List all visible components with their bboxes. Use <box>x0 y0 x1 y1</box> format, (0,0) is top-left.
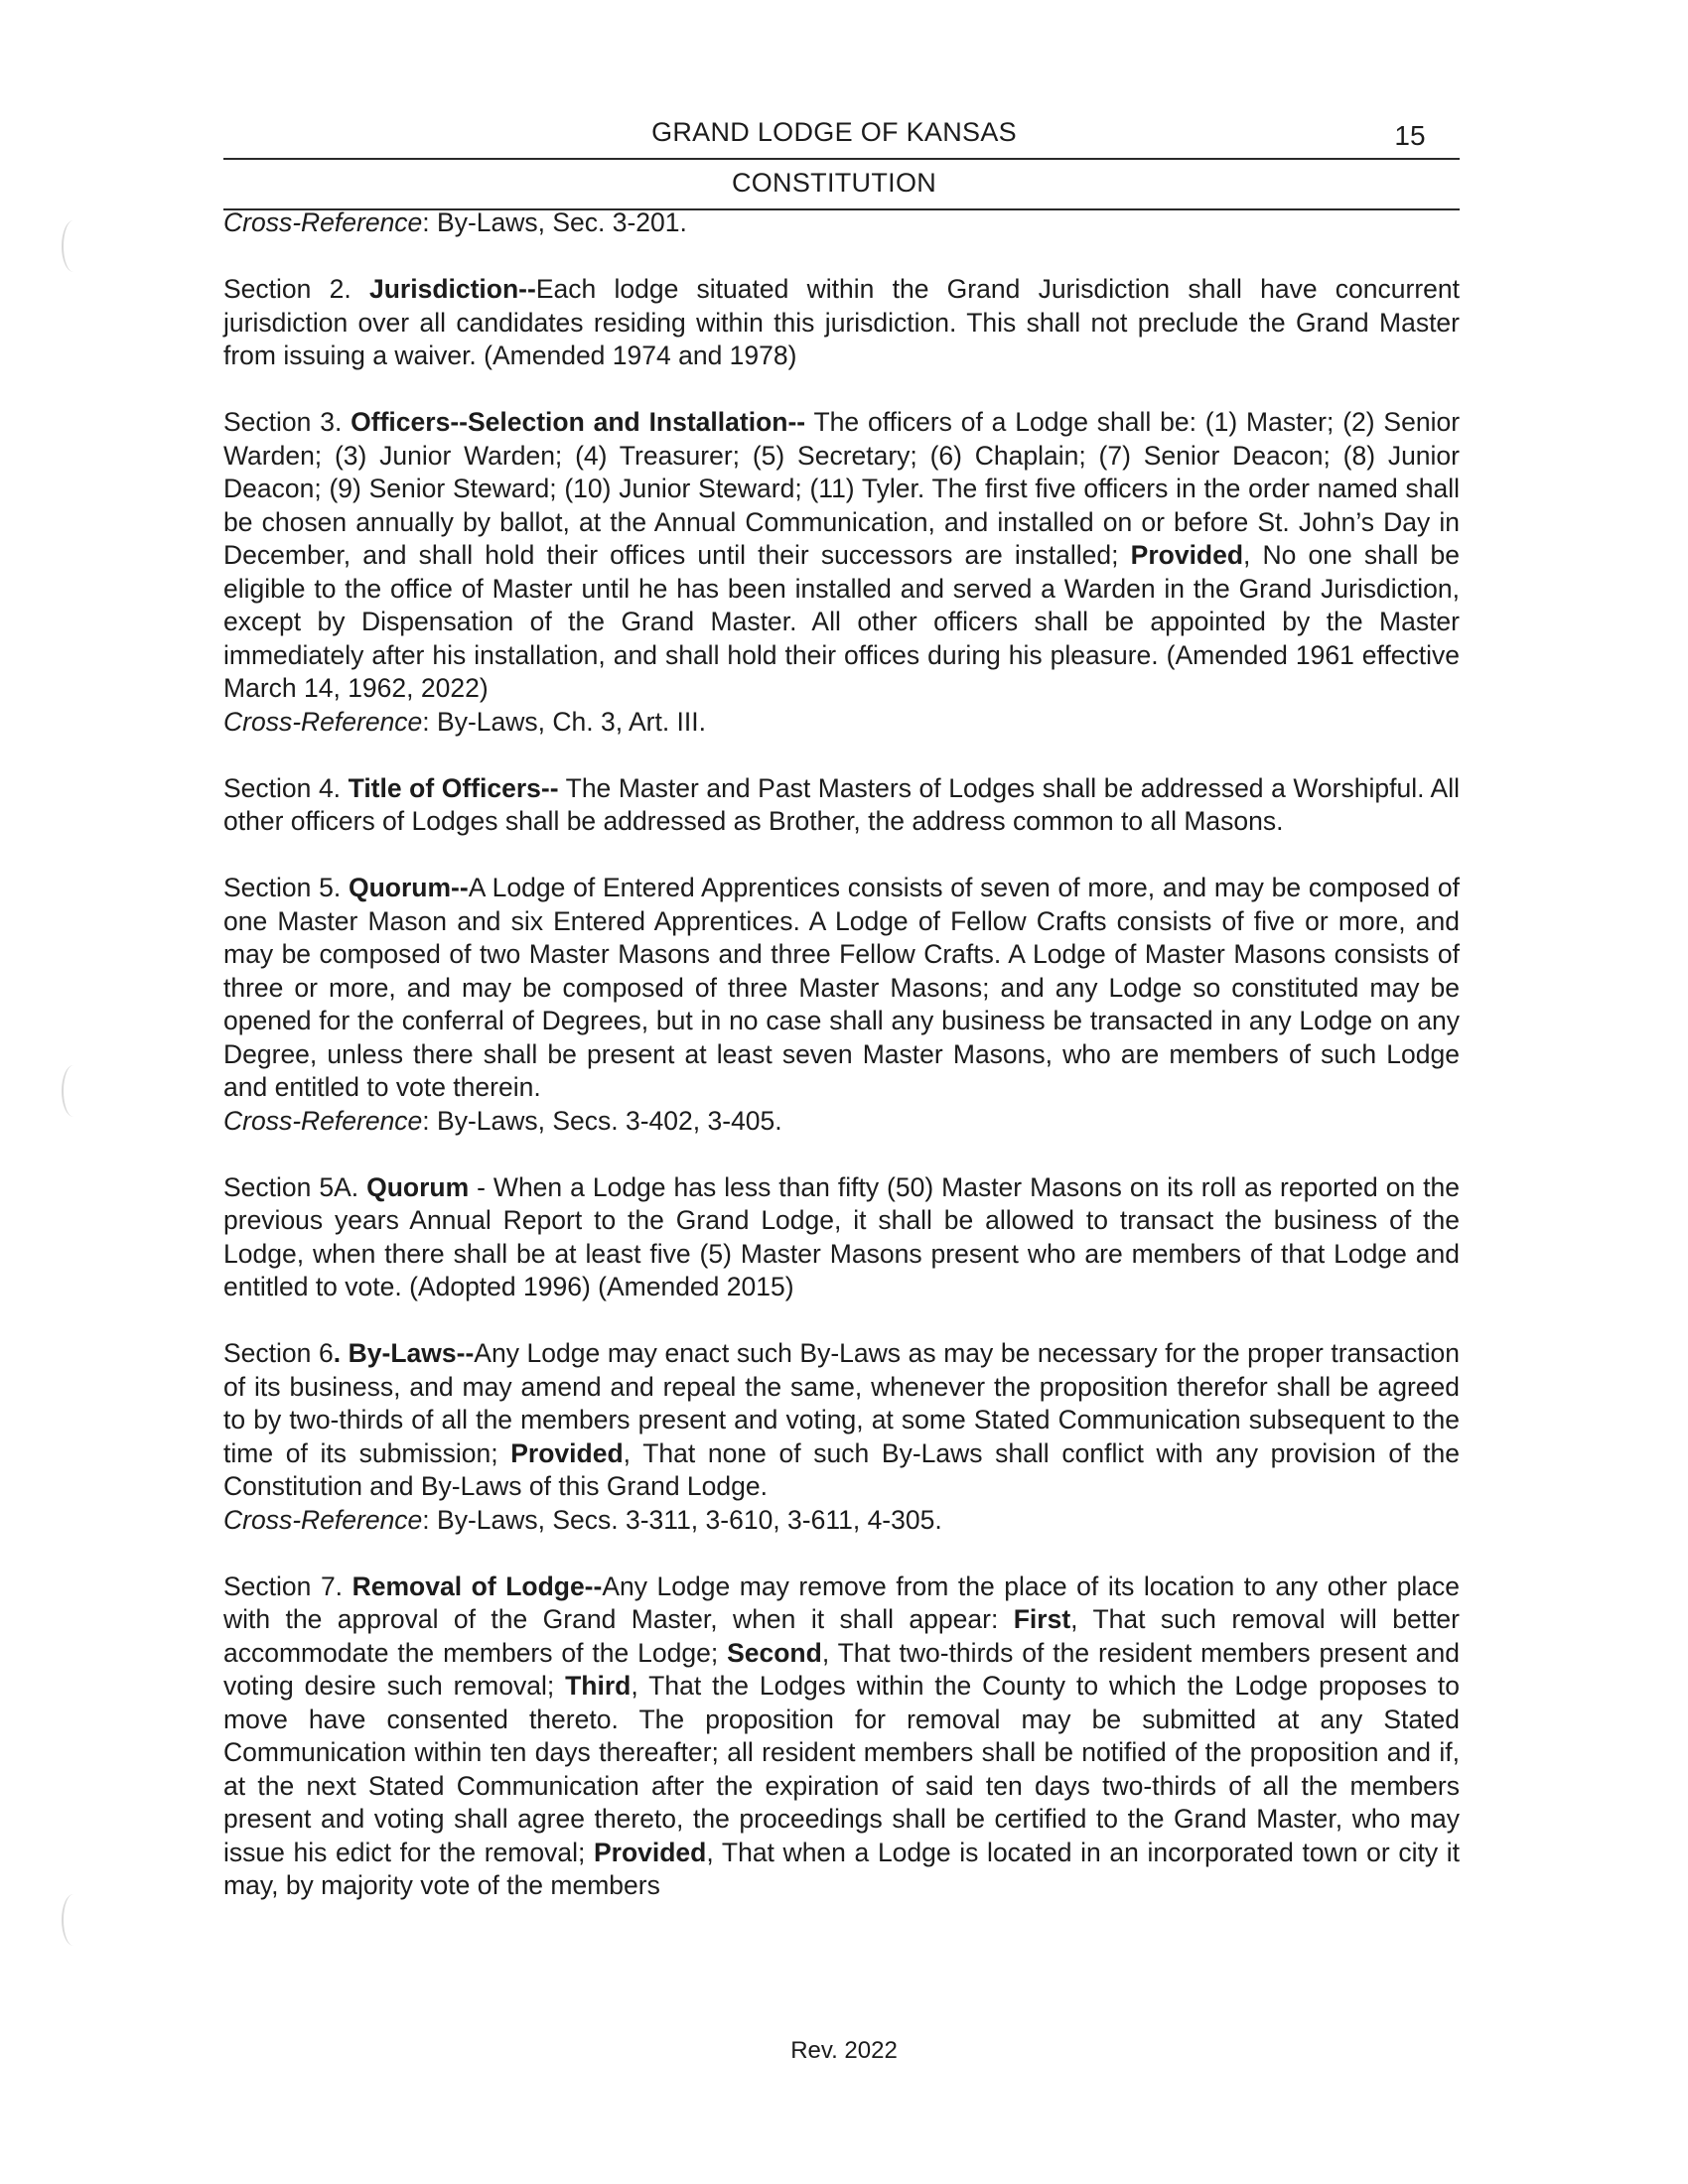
section-2 <box>223 273 1460 373</box>
cross-reference-label: Cross-Reference <box>223 706 423 737</box>
section-title: Quorum-- <box>349 873 469 902</box>
section-number: Section 3. <box>223 407 352 437</box>
section-6 <box>223 1337 1460 1537</box>
section-text: Any Lodge may enact such By-Laws as may be necessary for the proper transaction of its business, and may amend and repeal the same, whenever the proposition therefor shall be agreed to by two-thirds of all the members present and voting, at some Stated Communication subsequent to the time of its submission; <box>223 1338 1460 1468</box>
section-text: Any Lodge may remove from the place of its location to any other place with the approval of the Grand Master, when it shall appear: <box>223 1570 1461 1634</box>
cross-reference-text: : By-Laws, Ch. 3, Art. III. <box>422 706 706 737</box>
section-6-cross-reference <box>223 1504 1460 1538</box>
section-emphasis: Provided <box>593 1837 707 1867</box>
section-emphasis: Provided <box>510 1437 624 1468</box>
section-number: Section 5A. <box>223 1171 367 1202</box>
section-text: The Master and Past Masters of Lodges shall be addressed a Worshipful. All other officers of Lodges shall be addressed as Brother, the address common to all Masons. <box>223 772 1461 836</box>
document-body <box>223 206 1460 1936</box>
section-title: . By-Laws-- <box>333 1338 475 1368</box>
section-text: , That two-thirds of the resident members present and voting desire such removal; <box>223 1637 1461 1701</box>
section-text: Each lodge situated within the Grand Jurisdiction shall have concurrent jurisdiction over all candidates residing within this jurisdiction. This shall not preclude the Grand Master from issuing a waiver. (Amended 1974 and 1978) <box>223 274 1461 370</box>
section-3-cross-reference <box>223 706 1460 740</box>
punch-hole-mark <box>62 1894 85 1946</box>
section-text: , No one shall be eligible to the office of Master until he has been installed and served a Warden in the Grand Jurisdiction, except by Dispensation of the Grand Master. All other officers shall be appointed by the Master immediately after his installation, and shall hold their offices during his pleasure. (Amended 1961 effective March 14, 1962, 2022) <box>223 540 1460 703</box>
section-title: Quorum <box>366 1171 470 1202</box>
section-5-cross-reference <box>223 1105 1460 1139</box>
header-title: GRAND LODGE OF KANSAS <box>651 117 1017 147</box>
cross-reference-label: Cross-Reference <box>223 1105 423 1136</box>
section-text: , That none of such By-Laws shall conflict with any provision of the Constitution and By-Laws of this Grand Lodge. <box>223 1437 1460 1501</box>
section-text: , That such removal will better accommodate the members of the Lodge; <box>223 1604 1460 1668</box>
section-number: Section 6 <box>223 1338 334 1368</box>
header-subtitle: CONSTITUTION <box>731 168 937 198</box>
section-title: Title of Officers-- <box>348 772 559 803</box>
section-text: , That when a Lodge is located in an incorporated town or city it may, by majority vote of the members <box>223 1837 1460 1900</box>
section-7 <box>223 1570 1460 1903</box>
section-3 <box>223 406 1460 739</box>
punch-hole-mark <box>62 1065 85 1117</box>
section-text: A Lodge of Entered Apprentices consists of seven of more, and may be composed of one Master Mason and six Entered Apprentices. A Lodge of Fellow Crafts consists of five or more, and may be composed of two Master Masons and three Fellow Crafts. A Lodge of Master Masons consists of three or more, and may be composed of three Master Masons; and any Lodge so constituted may be opened for the conferral of Degrees, but in no case shall any business be transacted in any Lodge on any Degree, unless there shall be present at least seven Master Masons, who are members of such Lodge and entitled to vote therein. <box>223 873 1461 1102</box>
cross-reference-text: : By-Laws, Sec. 3-201. <box>422 207 687 237</box>
section-number: Section 5. <box>223 873 349 902</box>
section-title: Jurisdiction-- <box>368 274 536 304</box>
section-number: Section 2. <box>223 274 369 304</box>
section-number: Section 4. <box>223 772 349 803</box>
section-text: The officers of a Lodge shall be: (1) Master; (2) Senior Warden; (3) Junior Warden; (4) Treasurer; (5) Secretary; (6) Chaplain; (7) Senior Deacon; (8) Junior Deacon; (9) Senior Steward; (10) Junior Steward; (11) Tyler. The first five officers in the order named shall be chosen annually by ballot, at the Annual Communication, and installed on or before St. John’s Day in December, and shall hold their offices until their successors are installed; <box>223 407 1461 570</box>
section-title: Removal of Lodge-- <box>352 1570 603 1601</box>
section-title: Officers--Selection and Installation-- <box>351 407 806 437</box>
cross-reference-label: Cross-Reference <box>223 207 423 237</box>
section-number: Section 7. <box>223 1570 352 1601</box>
section-emphasis: First <box>1013 1604 1071 1634</box>
page-number: 15 <box>1394 120 1426 151</box>
punch-hole-mark <box>62 220 85 272</box>
section-5 <box>223 872 1460 1138</box>
section-emphasis: Second <box>727 1637 822 1668</box>
section-4 <box>223 772 1460 839</box>
section-text: - When a Lodge has less than fifty (50) Master Masons on its roll as reported on the previous years Annual Report to the Grand Lodge, it shall be allowed to transact the business of the Lodge, when there shall be at least five (5) Master Masons present who are members of that Lodge and entitled to vote. (Adopted 1996) (Amended 2015) <box>223 1171 1460 1301</box>
section-text: , That the Lodges within the County to which the Lodge proposes to move have consented thereto. The proposition for removal may be submitted at any Stated Communication within ten days thereafter; all resident members shall be notified of the proposition and if, at the next Stated Communication after the expiration of said ten days two-thirds of all the members present and voting shall agree thereto, the proceedings shall be certified to the Grand Master, who may issue his edict for the removal; <box>223 1671 1461 1867</box>
intro-cross-reference <box>223 206 1460 240</box>
section-emphasis: Third <box>565 1671 632 1701</box>
cross-reference-text: : By-Laws, Secs. 3-402, 3-405. <box>422 1105 782 1136</box>
footer-revision: Rev. 2022 <box>790 2037 898 2064</box>
section-5a <box>223 1171 1460 1304</box>
section-emphasis: Provided <box>1130 540 1244 570</box>
header-rule <box>223 158 1460 160</box>
cross-reference-label: Cross-Reference <box>223 1504 423 1535</box>
cross-reference-text: : By-Laws, Secs. 3-311, 3-610, 3-611, 4-305. <box>422 1504 942 1535</box>
